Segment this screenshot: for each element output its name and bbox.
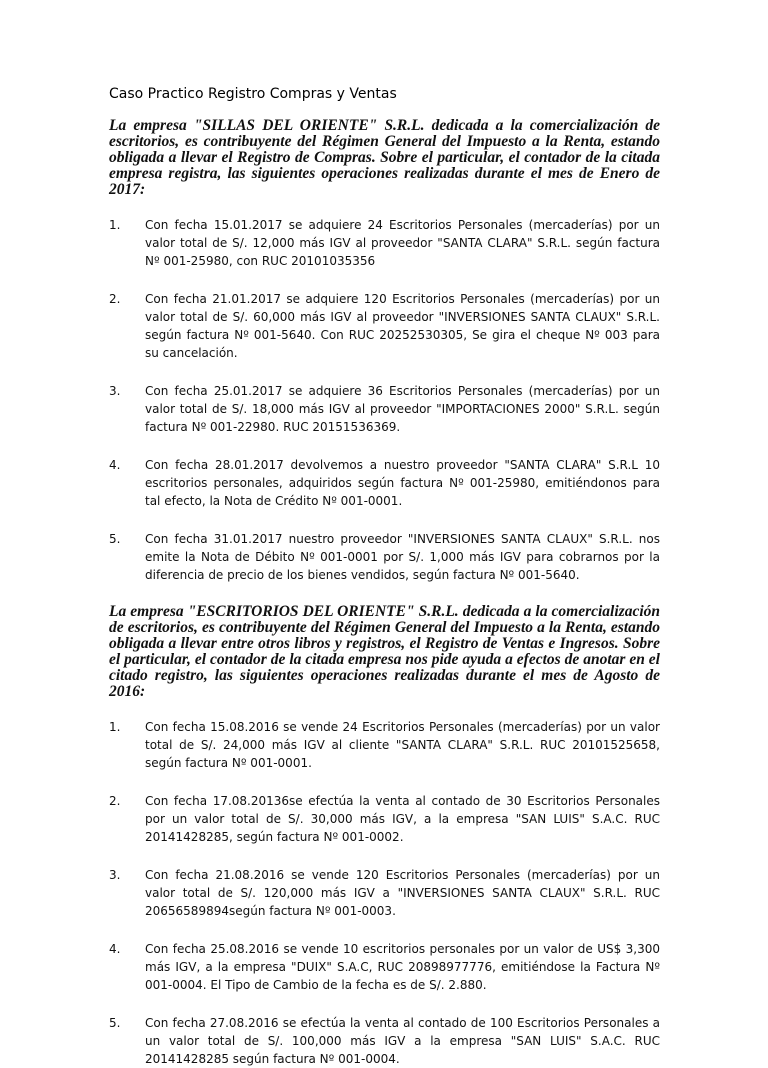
list-item [109, 792, 660, 846]
item-text: Con fecha 31.01.2017 nuestro proveedor "INVERSIONES SANTA CLAUX" S.R.L. nos emite la Nota de Débito Nº 001-0001 por S/. 1,000 más IGV para cobrarnos por la diferencia de precio de los bienes vendidos, según factura Nº 001-5640. [145, 532, 660, 582]
item-number: 3. [109, 868, 121, 882]
item-number: 5. [109, 532, 121, 546]
item-number: 2. [109, 292, 121, 306]
item-number: 4. [109, 942, 121, 956]
section2-intro: La empresa "ESCRITORIOS DEL ORIENTE" S.R.L. dedicada a la comercialización de escritorios, es contribuyente del Régimen General del Impuesto a la Renta, estando obligada a llevar entre otros libros y registros, el Registro de Ventas e Ingresos. Sobre el particular, el contador de la citada empresa nos pide ayuda a efectos de anotar en el citado registro, las siguientes operaciones realizadas durante el mes de Agosto de 2016: [109, 603, 660, 700]
list-item [109, 1014, 660, 1068]
document-title: Caso Practico Registro Compras y Ventas [109, 86, 397, 102]
section1-intro: La empresa "SILLAS DEL ORIENTE" S.R.L. dedicada a la comercialización de escritorios, es contribuyente del Régimen General del Impuesto a la Renta, estando obligada a llevar el Registro de Compras. Sobre el particular, el contador de la citada empresa registra, las siguientes operaciones realizadas durante el mes de Enero de 2017: [109, 117, 660, 198]
item-text: Con fecha 21.01.2017 se adquiere 120 Escritorios Personales (mercaderías) por un valor total de S/. 60,000 más IGV al proveedor "INVERSIONES SANTA CLAUX" S.R.L. según factura Nº 001-5640. Con RUC 20252530305, Se gira el cheque Nº 003 para su cancelación. [145, 292, 660, 360]
item-number: 1. [109, 720, 121, 734]
sales-list [109, 718, 660, 1068]
list-item [109, 216, 660, 270]
item-text: Con fecha 15.08.2016 se vende 24 Escritorios Personales (mercaderías) por un valor total de S/. 24,000 más IGV al cliente "SANTA CLARA" S.R.L. RUC 20101525658, según factura Nº 001-0001. [145, 720, 660, 770]
item-number: 1. [109, 218, 121, 232]
list-item [109, 866, 660, 920]
item-text: Con fecha 21.08.2016 se vende 120 Escritorios Personales (mercaderías) por un valor total de S/. 120,000 más IGV a "INVERSIONES SANTA CLAUX" S.R.L. RUC 20656589894según factura Nº 001-0003. [145, 868, 660, 918]
purchases-list [109, 216, 660, 584]
item-number: 2. [109, 794, 121, 808]
item-number: 5. [109, 1016, 121, 1030]
list-item [109, 940, 660, 994]
list-item [109, 382, 660, 436]
list-item [109, 290, 660, 362]
item-text: Con fecha 28.01.2017 devolvemos a nuestro proveedor "SANTA CLARA" S.R.L 10 escritorios personales, adquiridos según factura Nº 001-25980, emitiéndonos para tal efecto, la Nota de Crédito Nº 001-0001. [145, 458, 660, 508]
list-item [109, 456, 660, 510]
item-text: Con fecha 25.01.2017 se adquiere 36 Escritorios Personales (mercaderías) por un valor total de S/. 18,000 más IGV al proveedor "IMPORTACIONES 2000" S.R.L. según factura Nº 001-22980. RUC 20151536369. [145, 384, 660, 434]
item-text: Con fecha 25.08.2016 se vende 10 escritorios personales por un valor de US$ 3,300 más IGV, a la empresa "DUIX" S.A.C, RUC 20898977776, emitiéndose la Factura Nº 001-0004. El Tipo de Cambio de la fecha es de S/. 2.880. [145, 942, 660, 992]
item-text: Con fecha 27.08.2016 se efectúa la venta al contado de 100 Escritorios Personales a un valor total de S/. 100,000 más IGV a la empresa "SAN LUIS" S.A.C. RUC 20141428285 según factura Nº 001-0004. [145, 1016, 660, 1066]
list-item [109, 530, 660, 584]
item-text: Con fecha 15.01.2017 se adquiere 24 Escritorios Personales (mercaderías) por un valor total de S/. 12,000 más IGV al proveedor "SANTA CLARA" S.R.L. según factura Nº 001-25980, con RUC 20101035356 [145, 218, 660, 268]
item-number: 3. [109, 384, 121, 398]
item-text: Con fecha 17.08.20136se efectúa la venta al contado de 30 Escritorios Personales por un valor total de S/. 30,000 más IGV, a la empresa "SAN LUIS" S.A.C. RUC 20141428285, según factura Nº 001-0002. [145, 794, 660, 844]
list-item [109, 718, 660, 772]
item-number: 4. [109, 458, 121, 472]
